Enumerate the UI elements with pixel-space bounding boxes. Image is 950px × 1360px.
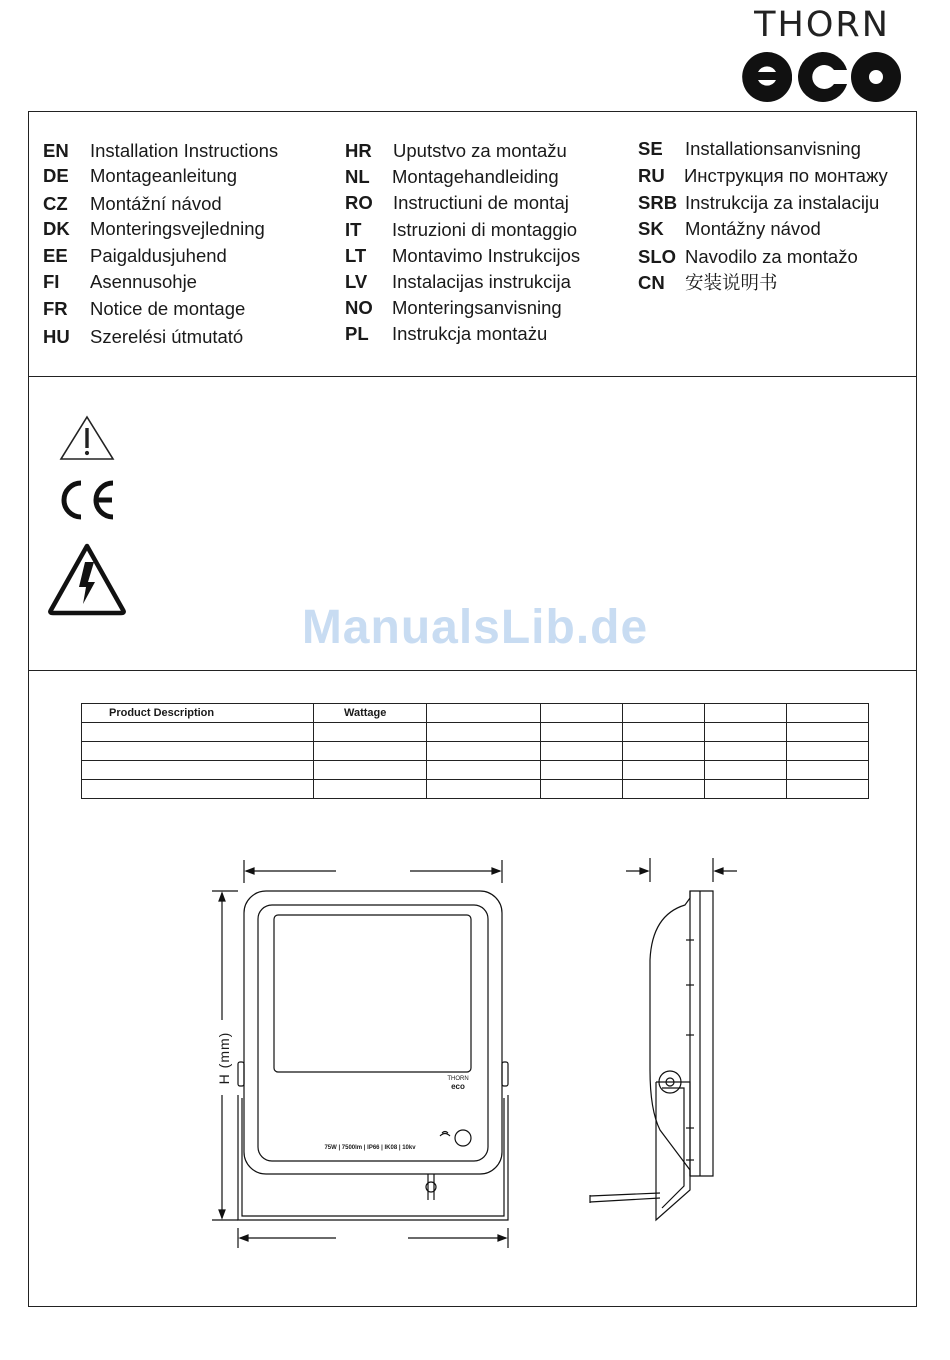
table-cell xyxy=(427,780,541,799)
table-cell xyxy=(787,742,869,761)
table-cell xyxy=(541,742,623,761)
brand-name: THORN xyxy=(754,5,890,45)
warning-icon xyxy=(58,414,116,462)
column-header xyxy=(623,704,705,723)
table-cell xyxy=(541,780,623,799)
table-row xyxy=(82,723,869,742)
table-cell xyxy=(314,742,427,761)
table-cell xyxy=(82,761,314,780)
column-header xyxy=(705,704,787,723)
table-cell xyxy=(787,723,869,742)
table-cell xyxy=(623,780,705,799)
table-cell xyxy=(427,761,541,780)
eco-logo-icon xyxy=(740,50,904,104)
mini-brand-logo: THORN eco xyxy=(447,1076,469,1091)
table-header-row xyxy=(82,704,869,723)
column-header xyxy=(787,704,869,723)
brand-logo xyxy=(738,6,906,104)
table-row xyxy=(82,742,869,761)
column-header xyxy=(541,704,623,723)
table-cell xyxy=(705,723,787,742)
language-list-box: EN Installation Instructions DE Montageanleitung CZ Montážní návod DK Monteringsvejledning EE Paigaldusjuhend FI Asennusohje FR Notice de montage HU Szerelési útmutató HR Uputstvo za montažu NL Montagehandleiding RO Instructiuni de montaj IT Istruzioni di montaggio LT Montavimo Instrukcijos LV Instalacijas instrukcija NO Monteringsanvisning PL Instrukcja montażu SE Installationsanvisning RU Инструкция по монтажу SRB Instrukcija za instalaciju SK Montážny návod SLO Navodilo za montažo CN 安装说明书 xyxy=(28,111,917,377)
table-cell xyxy=(427,723,541,742)
watermark: ManualsLib.de xyxy=(301,601,649,654)
table-cell xyxy=(705,780,787,799)
table-cell xyxy=(705,742,787,761)
table-cell xyxy=(787,780,869,799)
table-cell xyxy=(82,723,314,742)
rating-label: 75W | 7500lm | IP66 | IK08 | 10kv xyxy=(324,1145,416,1151)
height-label: H (mm) xyxy=(216,1031,232,1085)
table-cell xyxy=(623,723,705,742)
table-cell xyxy=(623,742,705,761)
column-header: Product Description xyxy=(82,704,314,723)
table-row xyxy=(82,780,869,799)
table-cell xyxy=(623,761,705,780)
table-cell xyxy=(541,723,623,742)
table-cell xyxy=(82,780,314,799)
column-header xyxy=(427,704,541,723)
table-cell xyxy=(314,723,427,742)
table-cell xyxy=(427,742,541,761)
table-cell xyxy=(314,761,427,780)
table-row xyxy=(82,761,869,780)
table-cell xyxy=(705,761,787,780)
table-cell xyxy=(541,761,623,780)
table-cell xyxy=(787,761,869,780)
table-cell xyxy=(82,742,314,761)
spec-table xyxy=(81,703,869,799)
table-cell xyxy=(314,780,427,799)
column-header: Wattage xyxy=(314,704,427,723)
ce-mark-icon xyxy=(55,478,119,522)
